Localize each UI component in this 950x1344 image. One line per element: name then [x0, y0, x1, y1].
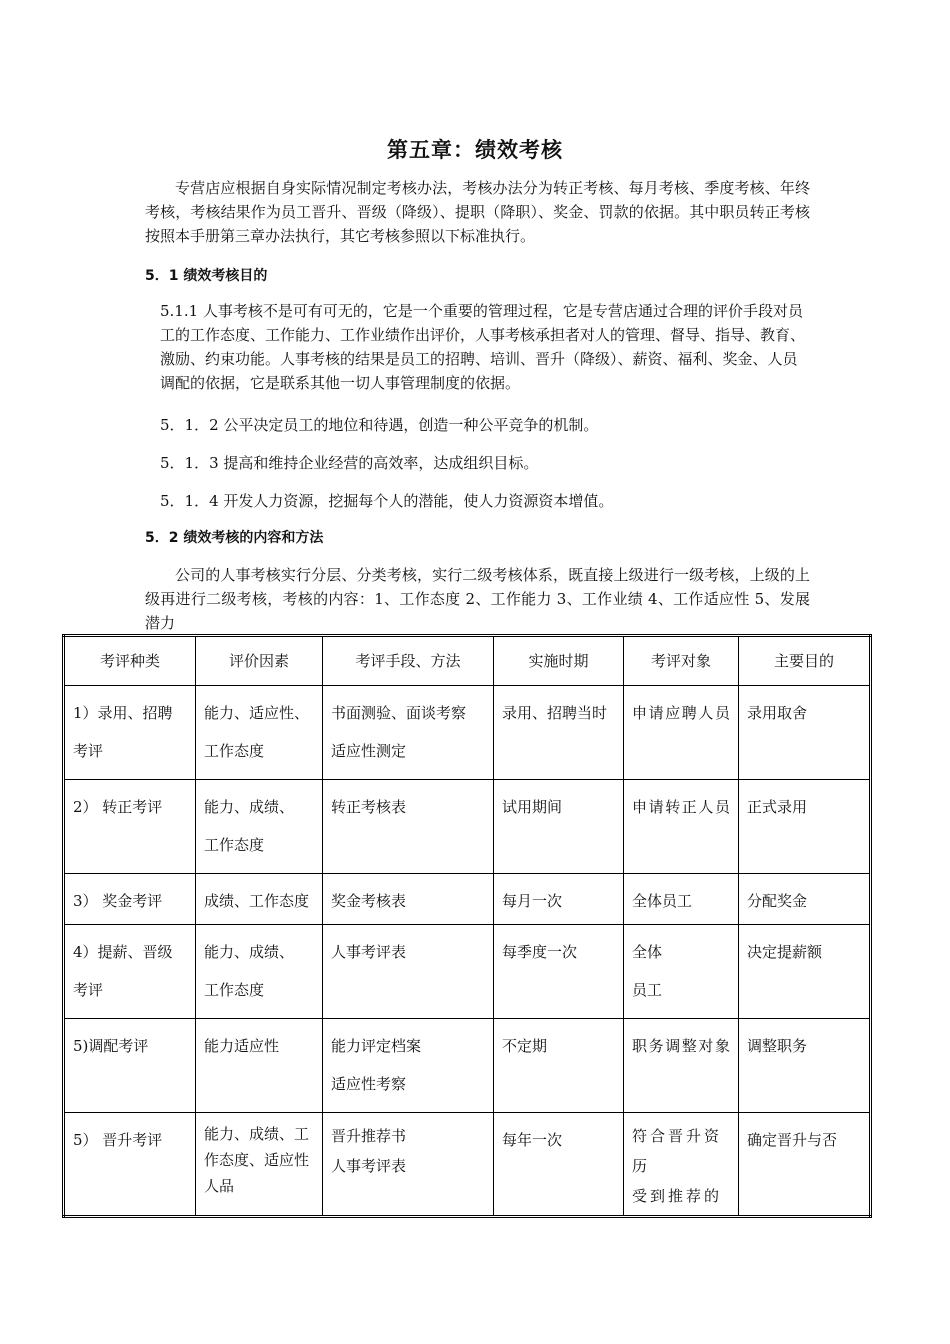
section-1-item-1: 5.1.1 人事考核不是可有可无的，它是一个重要的管理过程，它是专营店通过合理的评价手段对员工的工作态度、工作能力、工作业绩作出评价，人事考核承担者对人的管理、督导、指导、教育、激励、约束功能。人事考核的结果是员工的招聘、培训、晋升（降级）、薪资、福利、奖金、人员调配的依据，它是联系其他一切人事管理制度的依据。 — [160, 302, 806, 392]
table-cell: 全体员工 — [624, 874, 739, 925]
appraisal-table — [62, 634, 872, 1218]
table-cell: 每月一次 — [494, 874, 624, 925]
table-cell: 能力、成绩、工作态度、适应性人品 — [196, 1113, 323, 1217]
table-cell: 5)调配考评 — [64, 1019, 196, 1113]
table-cell: 职务调整对象 — [624, 1019, 739, 1113]
table-cell: 分配奖金 — [739, 874, 871, 925]
table-cell: 1）录用、招聘考评 — [64, 686, 196, 780]
table-cell: 能力适应性 — [196, 1019, 323, 1113]
table-cell: 调整职务 — [739, 1019, 871, 1113]
table-cell: 能力、成绩、 工作态度 — [196, 925, 323, 1019]
table-cell: 正式录用 — [739, 780, 871, 874]
intro-paragraph: 专营店应根据自身实际情况制定考核办法，考核办法分为转正考核、每月考核、季度考核、年终考核，考核结果作为员工晋升、晋级（降级）、提职（降职）、奖金、罚款的依据。其中职员转正考核按照本手册第三章办法执行，其它考核参照以下标准执行。 — [145, 179, 810, 245]
section-1-heading: 5．1 绩效考核目的 — [145, 268, 268, 284]
table-header-row — [64, 636, 871, 686]
table-cell: 录用取舍 — [739, 686, 871, 780]
table-cell: 录用、招聘当时 — [494, 686, 624, 780]
table-cell: 2） 转正考评 — [64, 780, 196, 874]
section-1-item-2: 5．1．2 公平决定员工的地位和待遇，创造一种公平竞争的机制。 — [160, 416, 599, 434]
table-cell: 转正考核表 — [323, 780, 494, 874]
section-2-paragraph: 公司的人事考核实行分层、分类考核，实行二级考核体系，既直接上级进行一级考核，上级的上级再进行二级考核，考核的内容：1、工作态度 2、工作能力 3、工作业绩 4、工作适应性 5、发展潜力 — [145, 566, 810, 632]
header-cell: 考评对象 — [624, 636, 739, 686]
table-row — [64, 1019, 871, 1113]
table-cell: 奖金考核表 — [323, 874, 494, 925]
header-cell: 实施时期 — [494, 636, 624, 686]
table-cell: 3） 奖金考评 — [64, 874, 196, 925]
table-cell: 确定晋升与否 — [739, 1113, 871, 1217]
table-cell: 5） 晋升考评 — [64, 1113, 196, 1217]
table-cell: 能力、适应性、 工作态度 — [196, 686, 323, 780]
section-2-heading: 5．2 绩效考核的内容和方法 — [145, 530, 324, 546]
table-cell: 每年一次 — [494, 1113, 624, 1217]
table-cell: 试用期间 — [494, 780, 624, 874]
table-row — [64, 686, 871, 780]
header-cell: 考评手段、方法 — [323, 636, 494, 686]
header-cell: 评价因素 — [196, 636, 323, 686]
table-cell: 书面测验、面谈考察 适应性测定 — [323, 686, 494, 780]
table-cell: 决定提薪额 — [739, 925, 871, 1019]
header-cell: 考评种类 — [64, 636, 196, 686]
table-row — [64, 874, 871, 925]
table-cell: 能力、成绩、 工作态度 — [196, 780, 323, 874]
section-1-item-3: 5．1．3 提高和维持企业经营的高效率，达成组织目标。 — [160, 454, 539, 472]
table-cell: 成绩、工作态度 — [196, 874, 323, 925]
table-cell: 申请应聘人员 — [624, 686, 739, 780]
table-cell: 人事考评表 — [323, 925, 494, 1019]
table-cell: 4）提薪、晋级考评 — [64, 925, 196, 1019]
table-row — [64, 780, 871, 874]
page-title: 第五章：绩效考核 — [387, 138, 563, 162]
table-cell: 全体 员工 — [624, 925, 739, 1019]
table-cell: 申请转正人员 — [624, 780, 739, 874]
section-1-item-4: 5．1．4 开发人力资源，挖掘每个人的潜能，使人力资源资本增值。 — [160, 492, 614, 510]
header-cell: 主要目的 — [739, 636, 871, 686]
table-row — [64, 1113, 871, 1217]
table-row — [64, 925, 871, 1019]
table-cell: 晋升推荐书 人事考评表 — [323, 1113, 494, 1217]
table-cell: 每季度一次 — [494, 925, 624, 1019]
table-cell: 不定期 — [494, 1019, 624, 1113]
table-cell: 符合晋升资历 受到推荐的 — [624, 1113, 739, 1217]
table-cell: 能力评定档案 适应性考察 — [323, 1019, 494, 1113]
